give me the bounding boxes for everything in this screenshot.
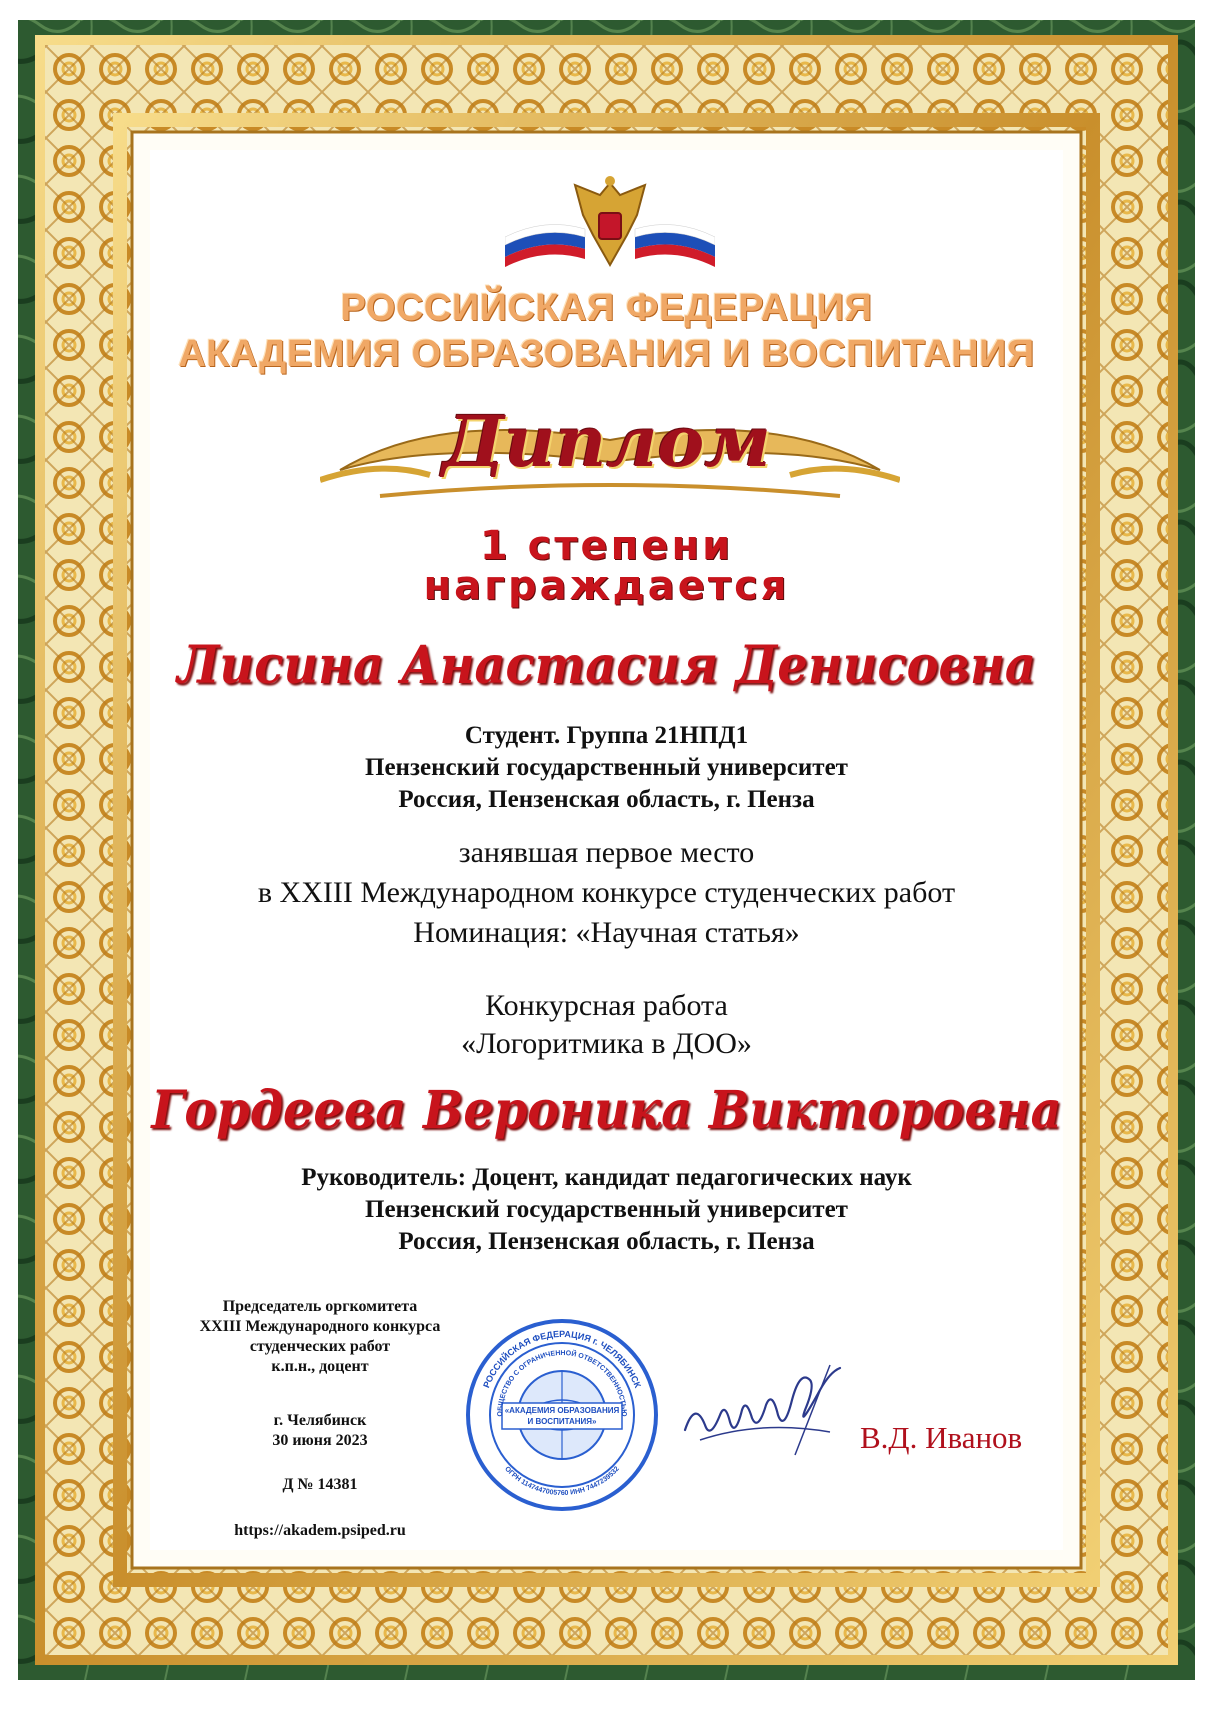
supervisor-line-2: Пензенский государственный университет	[365, 1196, 848, 1223]
diploma-title: Диплом	[442, 400, 771, 483]
signature-icon	[680, 1360, 860, 1470]
coat-of-arms-icon	[505, 175, 715, 275]
recipient-name: Лисина Анастасия Денисовна	[177, 635, 1036, 696]
supervisor-name: Гордеева Вероника Викторовна	[151, 1080, 1062, 1141]
website-url: https://akadem.psiped.ru	[234, 1522, 406, 1539]
seal-ring: ОБЩЕСТВО С ОГРАНИЧЕННОЙ ОТВЕТСТВЕННОСТЬЮ	[496, 1349, 628, 1417]
achievement-line-2: в XXIII Международном конкурсе студенческих работ	[257, 876, 956, 909]
seal-bottom: ОГРН 1147447005760 ИНН 7447239532	[503, 1465, 621, 1498]
official-seal-icon	[462, 1315, 662, 1515]
recipient-line-2: Пензенский государственный университет	[365, 754, 848, 781]
city: г. Челябинск	[273, 1412, 367, 1429]
work-title: «Логоритмика в ДОО»	[461, 1027, 752, 1060]
achievement-line-1: занявшая первое место	[458, 836, 755, 869]
work-label: Конкурсная работа	[485, 989, 728, 1022]
seal-center-2: И ВОСПИТАНИЯ»	[527, 1417, 597, 1426]
supervisor-line-3: Россия, Пензенская область, г. Пенза	[398, 1228, 815, 1255]
chair-line-2: XXIII Международного конкурса	[199, 1318, 441, 1335]
seal-outer-top: РОССИЙСКАЯ ФЕДЕРАЦИЯ г. ЧЕЛЯБИНСК	[481, 1328, 643, 1390]
org-line-1: РОССИЙСКАЯ ФЕДЕРАЦИЯ	[340, 287, 873, 329]
org-line-2: АКАДЕМИЯ ОБРАЗОВАНИЯ И ВОСПИТАНИЯ	[178, 333, 1035, 375]
diploma-number: Д № 14381	[282, 1476, 358, 1493]
signer-name: В.Д. Иванов	[860, 1420, 1023, 1455]
awarded-text: награждается	[423, 563, 790, 609]
seal-center-1: «АКАДЕМИЯ ОБРАЗОВАНИЯ	[504, 1406, 620, 1415]
supervisor-line-1: Руководитель: Доцент, кандидат педагогических наук	[301, 1164, 912, 1191]
svg-text:ОГРН 1147447005760 ИНН 744723	[503, 1465, 621, 1497]
recipient-line-3: Россия, Пензенская область, г. Пенза	[398, 786, 815, 813]
chair-line-1: Председатель оргкомитета	[222, 1298, 418, 1315]
degree-text: 1 степени	[479, 523, 734, 569]
chair-line-4: к.п.н., доцент	[271, 1358, 369, 1375]
recipient-line-1: Студент. Группа 21НПД1	[464, 722, 749, 749]
achievement-line-3: Номинация: «Научная статья»	[413, 916, 800, 949]
chair-line-3: студенческих работ	[249, 1338, 391, 1355]
date: 30 июня 2023	[272, 1432, 368, 1449]
